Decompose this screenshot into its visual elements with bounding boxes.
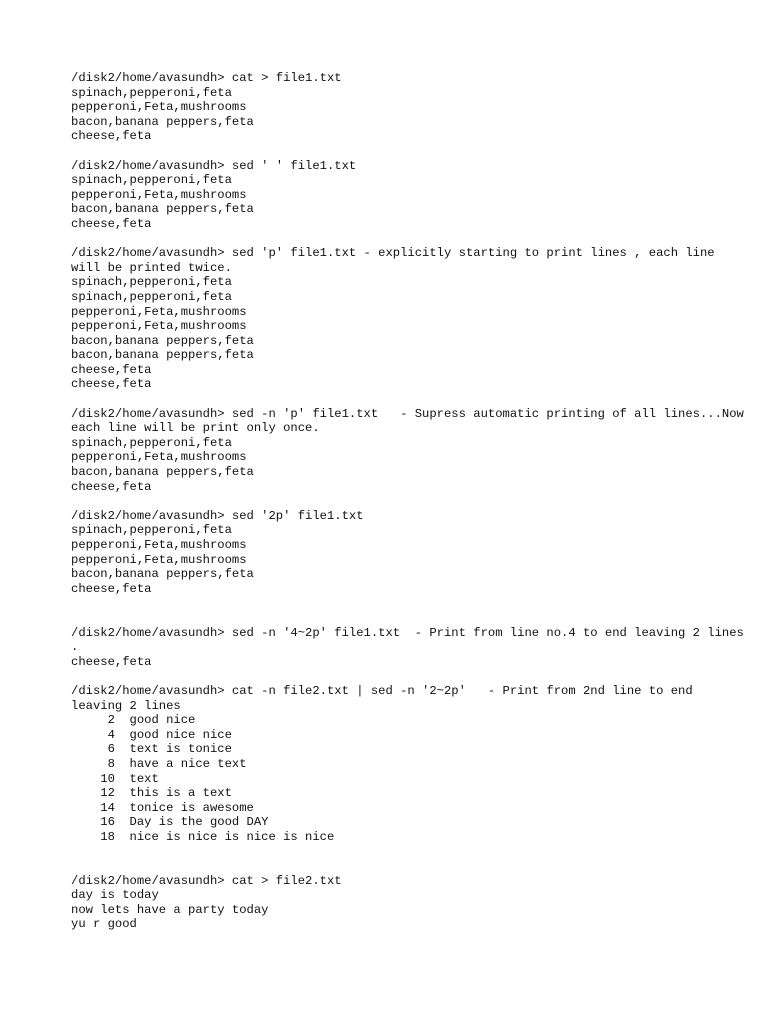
command-block bbox=[71, 684, 751, 845]
output-line: spinach,pepperoni,feta bbox=[71, 173, 232, 188]
output-line: 14 tonice is awesome bbox=[71, 800, 254, 815]
command-block bbox=[71, 509, 751, 597]
output-line: cheese,feta bbox=[71, 479, 152, 494]
command-block bbox=[71, 407, 751, 495]
output-line: pepperoni,Feta,mushrooms bbox=[71, 304, 247, 319]
output-line: yu r good bbox=[71, 917, 137, 932]
output-line: pepperoni,Feta,mushrooms bbox=[71, 552, 247, 567]
output-line: cheese,feta bbox=[71, 362, 152, 377]
output-line: spinach,pepperoni,feta bbox=[71, 523, 232, 538]
output-line: 4 good nice nice bbox=[71, 727, 232, 742]
output-line: spinach,pepperoni,feta bbox=[71, 275, 232, 290]
command-block bbox=[71, 159, 751, 232]
output-line: bacon,banana peppers,feta bbox=[71, 333, 254, 348]
output-line: 18 nice is nice is nice is nice bbox=[71, 829, 335, 844]
output-line: pepperoni,Feta,mushrooms bbox=[71, 450, 247, 465]
command-line: /disk2/home/avasundh> sed 'p' file1.txt - explicitly starting to print lines , each line will be printed twice. bbox=[71, 246, 722, 275]
command-line: /disk2/home/avasundh> cat -n file2.txt | sed -n '2~2p' - Print from 2nd line to end leaving 2 lines bbox=[71, 683, 700, 713]
output-line: bacon,banana peppers,feta bbox=[71, 202, 254, 217]
output-line: cheese,feta bbox=[71, 216, 152, 231]
output-line: now lets have a party today bbox=[71, 902, 269, 917]
output-line: 2 good nice bbox=[71, 713, 196, 728]
output-line: bacon,banana peppers,feta bbox=[71, 348, 254, 363]
command-block bbox=[71, 874, 751, 932]
output-line: cheese,feta bbox=[71, 581, 152, 596]
command-block bbox=[71, 626, 751, 670]
output-line: cheese,feta bbox=[71, 129, 152, 144]
output-line: pepperoni,Feta,mushrooms bbox=[71, 100, 247, 115]
output-line: cheese,feta bbox=[71, 654, 152, 669]
command-line: /disk2/home/avasundh> cat > file2.txt bbox=[71, 873, 342, 888]
command-line: /disk2/home/avasundh> cat > file1.txt bbox=[71, 71, 342, 85]
output-line: 8 have a nice text bbox=[71, 756, 247, 771]
output-line: pepperoni,Feta,mushrooms bbox=[71, 187, 247, 202]
output-line: cheese,feta bbox=[71, 377, 152, 392]
output-line: spinach,pepperoni,feta bbox=[71, 435, 232, 450]
output-line: 6 text is tonice bbox=[71, 742, 232, 757]
output-line: 16 Day is the good DAY bbox=[71, 815, 269, 830]
output-line: day is today bbox=[71, 888, 159, 903]
output-line: bacon,banana peppers,feta bbox=[71, 567, 254, 582]
command-block bbox=[71, 246, 751, 392]
output-line: spinach,pepperoni,feta bbox=[71, 289, 232, 304]
output-line: pepperoni,Feta,mushrooms bbox=[71, 319, 247, 334]
output-line: 12 this is a text bbox=[71, 786, 232, 801]
output-line: pepperoni,Feta,mushrooms bbox=[71, 538, 247, 552]
output-line: bacon,banana peppers,feta bbox=[71, 114, 254, 129]
output-line: spinach,pepperoni,feta bbox=[71, 85, 232, 100]
command-line: /disk2/home/avasundh> sed -n 'p' file1.txt - Supress automatic printing of all lines...Now each line will be print only once. bbox=[71, 406, 752, 436]
command-line: /disk2/home/avasundh> sed -n '4~2p' file1.txt - Print from line no.4 to end leaving 2 lines . bbox=[71, 625, 752, 655]
command-line: /disk2/home/avasundh> sed '2p' file1.txt bbox=[71, 508, 364, 523]
output-line: 10 text bbox=[71, 771, 159, 786]
command-line: /disk2/home/avasundh> sed ' ' file1.txt bbox=[71, 158, 357, 173]
command-block bbox=[71, 71, 751, 144]
output-line: bacon,banana peppers,feta bbox=[71, 465, 254, 480]
terminal-transcript-page bbox=[71, 71, 751, 947]
